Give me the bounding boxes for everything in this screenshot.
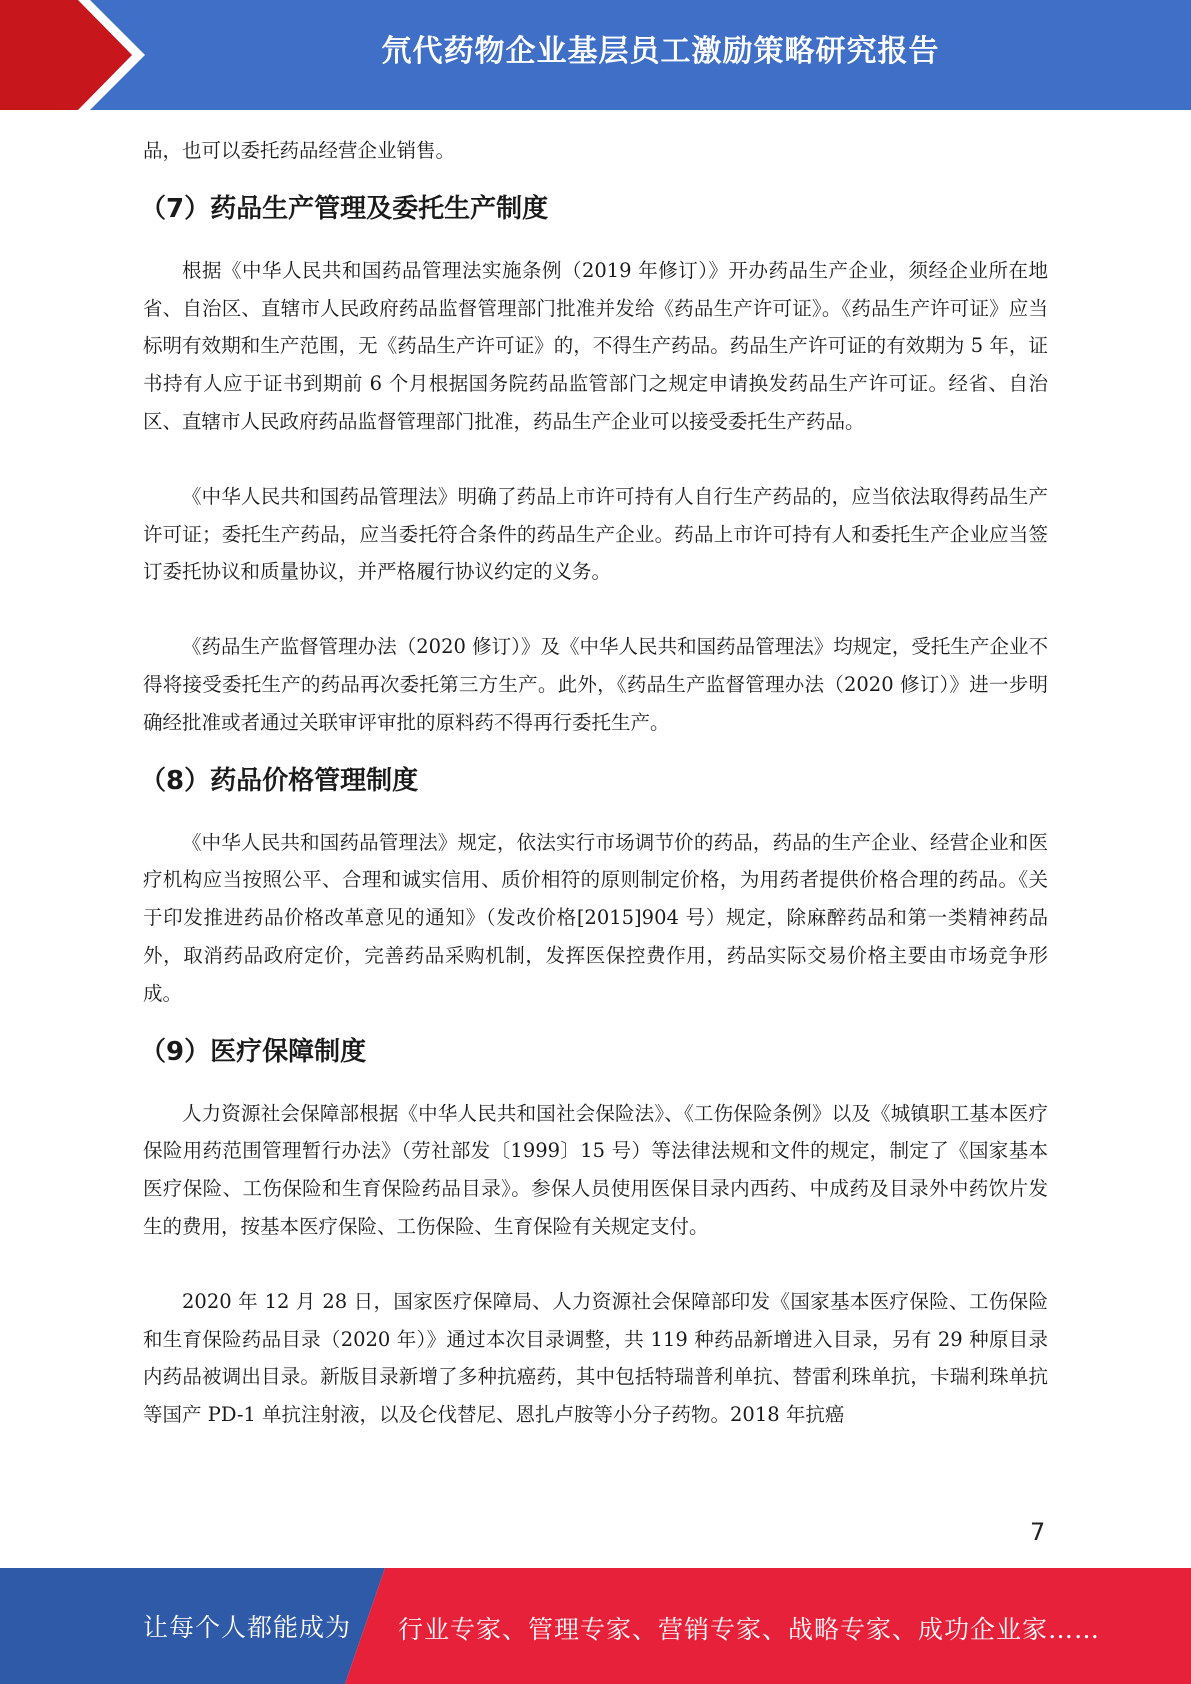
body-paragraph: 《中华人民共和国药品管理法》明确了药品上市许可持有人自行生产药品的，应当依法取得药品生产许可证；委托生产药品，应当委托符合条件的药品生产企业。药品上市许可持有人和委托生产企业应当签订委托协议和质量协议，并严格履行协议约定的义务。 <box>143 484 1048 584</box>
body-paragraph: 2020 年 12 月 28 日，国家医疗保障局、人力资源社会保障部印发《国家基本医疗保险、工伤保险和生育保险药品目录（2020 年）》通过本次目录调整，共 119 种药品新增进入目录，另有 29 种原目录内药品被调出目录。新版目录新增了多种抗癌药，其中包括特瑞普利单抗、替雷利珠单抗，卡瑞利珠单抗等国产 PD-1 单抗注射液，以及仑伐替尼、恩扎卢胺等小分子药物。2018 年抗癌 <box>143 1289 1048 1427</box>
section-heading-7: （7）药品生产管理及委托生产制度 <box>140 193 549 224</box>
page-footer <box>0 1568 1191 1684</box>
body-paragraph: 根据《中华人民共和国药品管理法实施条例（2019 年修订）》开办药品生产企业，须经企业所在地省、自治区、直辖市人民政府药品监督管理部门批准并发给《药品生产许可证》。《药品生产许可证》应当标明有效期和生产范围，无《药品生产许可证》的，不得生产药品。药品生产许可证的有效期为 5 年，证书持有人应于证书到期前 6 个月根据国务院药品监管部门之规定申请换发药品生产许可证。经省、自治区、直辖市人民政府药品监督管理部门批准，药品生产企业可以接受委托生产药品。 <box>143 258 1048 433</box>
page-header <box>0 0 1191 110</box>
header-arrow-decoration <box>0 0 150 110</box>
continuation-paragraph: 品，也可以委托药品经营企业销售。 <box>143 139 456 162</box>
body-paragraph: 人力资源社会保障部根据《中华人民共和国社会保险法》、《工伤保险条例》以及《城镇职工基本医疗保险用药范围管理暂行办法》（劳社部发〔1999〕15 号）等法律法规和文件的规定，制定了《国家基本医疗保险、工伤保险和生育保险药品目录》。参保人员使用医保目录内西药、中成药及目录外中药饮片发生的费用，按基本医疗保险、工伤保险、生育保险有关规定支付。 <box>143 1101 1048 1238</box>
page-number: 7 <box>1030 1518 1046 1546</box>
footer-slogan-left: 让每个人都能成为 <box>143 1613 352 1642</box>
footer-slogan-right: 行业专家、管理专家、营销专家、战略专家、成功企业家…… <box>398 1615 1101 1644</box>
report-title: 氘代药物企业基层员工激励策略研究报告 <box>381 34 940 69</box>
body-paragraph: 《药品生产监督管理办法（2020 修订）》及《中华人民共和国药品管理法》均规定，受托生产企业不得将接受委托生产的药品再次委托第三方生产。此外，《药品生产监督管理办法（2020 修订）》进一步明确经批准或者通过关联审评审批的原料药不得再行委托生产。 <box>143 635 1048 734</box>
page-content <box>140 132 1048 1434</box>
section-heading-8: （8）药品价格管理制度 <box>140 765 419 796</box>
section-heading-9: （9）医疗保障制度 <box>140 1036 367 1067</box>
body-paragraph: 《中华人民共和国药品管理法》规定，依法实行市场调节价的药品，药品的生产企业、经营企业和医疗机构应当按照公平、合理和诚实信用、质价相符的原则制定价格，为用药者提供价格合理的药品。《关于印发推进药品价格改革意见的通知》（发改价格[2015]904 号）规定，除麻醉药品和第一类精神药品外，取消药品政府定价，完善药品采购机制，发挥医保控费作用，药品实际交易价格主要由市场竞争形成。 <box>143 830 1048 1005</box>
